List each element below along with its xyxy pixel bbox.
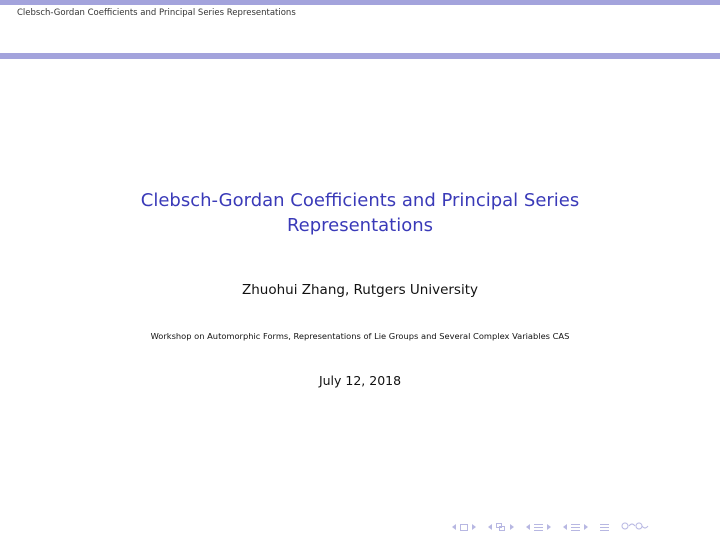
nav-prev-section-icon[interactable] bbox=[526, 524, 530, 530]
slide-date: July 12, 2018 bbox=[318, 373, 402, 388]
nav-section-icon[interactable] bbox=[534, 524, 543, 531]
navigation-bar bbox=[452, 520, 649, 534]
slide-title-line-2: Representations bbox=[286, 215, 434, 236]
header-top-bar bbox=[0, 0, 720, 5]
slide-author: Zhuohui Zhang, Rutgers University bbox=[241, 282, 479, 298]
slide-institute: Workshop on Automorphic Forms, Representations of Lie Groups and Several Complex Variables CAS bbox=[150, 331, 570, 341]
nav-slide-icon[interactable] bbox=[460, 524, 468, 531]
slide-title-line-1: Clebsch-Gordan Coefficients and Principal Series bbox=[140, 190, 580, 211]
nav-prev-frame-icon[interactable] bbox=[488, 524, 492, 530]
nav-next-subsection-icon[interactable] bbox=[584, 524, 588, 530]
header-bottom-bar bbox=[0, 53, 720, 59]
nav-prev-slide-icon[interactable] bbox=[452, 524, 456, 530]
nav-frame-icon[interactable] bbox=[496, 523, 506, 532]
nav-next-section-icon[interactable] bbox=[547, 524, 551, 530]
nav-next-slide-icon[interactable] bbox=[472, 524, 476, 530]
header-short-title: Clebsch-Gordan Coefficients and Principal Series Representations bbox=[17, 8, 296, 18]
nav-align-icon[interactable] bbox=[600, 524, 609, 531]
nav-prev-subsection-icon[interactable] bbox=[563, 524, 567, 530]
nav-search-icon[interactable] bbox=[621, 521, 649, 534]
slide-title bbox=[0, 188, 720, 238]
nav-next-frame-icon[interactable] bbox=[510, 524, 514, 530]
nav-subsection-icon[interactable] bbox=[571, 524, 580, 531]
